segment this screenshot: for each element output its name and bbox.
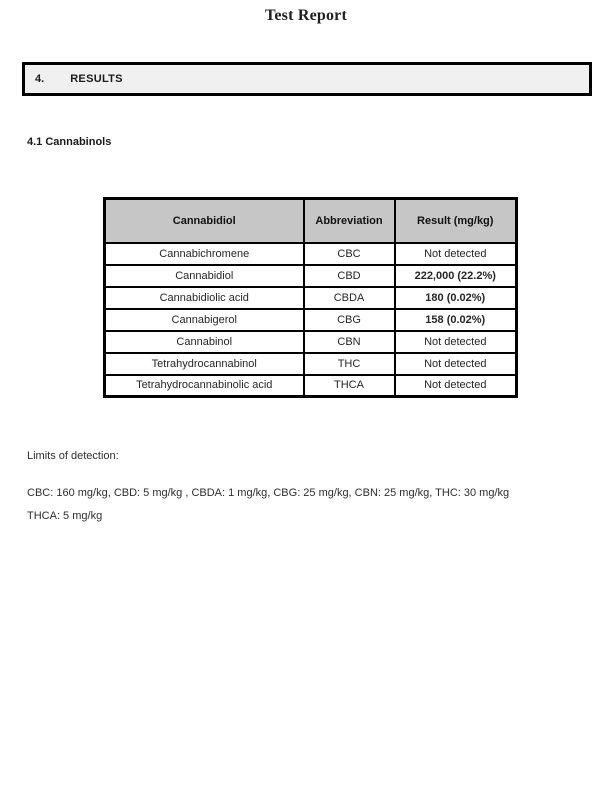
analyte-result: Not detected [395, 353, 517, 375]
table-row [105, 353, 517, 375]
table-row [105, 265, 517, 287]
analyte-abbr: CBG [304, 309, 395, 331]
table-row [105, 243, 517, 265]
column-header-cannabidiol: Cannabidiol [105, 199, 304, 243]
table-row [105, 309, 517, 331]
section-label: RESULTS [70, 73, 123, 85]
header-row [105, 199, 517, 243]
section-header-results [22, 62, 592, 96]
analyte-result: 222,000 (22.2%) [395, 265, 517, 287]
section-number: 4. [35, 73, 45, 85]
table-row [105, 287, 517, 309]
analyte-name: Cannabidiolic acid [105, 287, 304, 309]
limits-of-detection-values-line2: THCA: 5 mg/kg [27, 510, 103, 522]
results-table-body [105, 243, 517, 397]
limits-of-detection-label: Limits of detection: [27, 450, 119, 462]
results-table-header [105, 199, 517, 243]
column-header-abbreviation: Abbreviation [304, 199, 395, 243]
analyte-result: 158 (0.02%) [395, 309, 517, 331]
analyte-name: Cannabichromene [105, 243, 304, 265]
analyte-abbr: CBN [304, 331, 395, 353]
analyte-result: Not detected [395, 331, 517, 353]
analyte-name: Tetrahydrocannabinolic acid [105, 375, 304, 397]
page-title: Test Report [264, 7, 348, 24]
analyte-result: Not detected [395, 243, 517, 265]
results-table [103, 197, 518, 398]
limits-of-detection-values-line1: CBC: 160 mg/kg, CBD: 5 mg/kg , CBDA: 1 mg/kg, CBG: 25 mg/kg, CBN: 25 mg/kg, THC: 30 mg/kg [27, 487, 510, 499]
table-row [105, 331, 517, 353]
analyte-name: Cannabigerol [105, 309, 304, 331]
analyte-name: Cannabinol [105, 331, 304, 353]
analyte-abbr: THC [304, 353, 395, 375]
table-row [105, 375, 517, 397]
column-header-result: Result (mg/kg) [395, 199, 517, 243]
analyte-name: Tetrahydrocannabinol [105, 353, 304, 375]
analyte-abbr: CBD [304, 265, 395, 287]
analyte-result: 180 (0.02%) [395, 287, 517, 309]
analyte-abbr: THCA [304, 375, 395, 397]
analyte-abbr: CBC [304, 243, 395, 265]
analyte-name: Cannabidiol [105, 265, 304, 287]
subsection-title-cannabinols: 4.1 Cannabinols [27, 136, 112, 148]
analyte-abbr: CBDA [304, 287, 395, 309]
analyte-result: Not detected [395, 375, 517, 397]
